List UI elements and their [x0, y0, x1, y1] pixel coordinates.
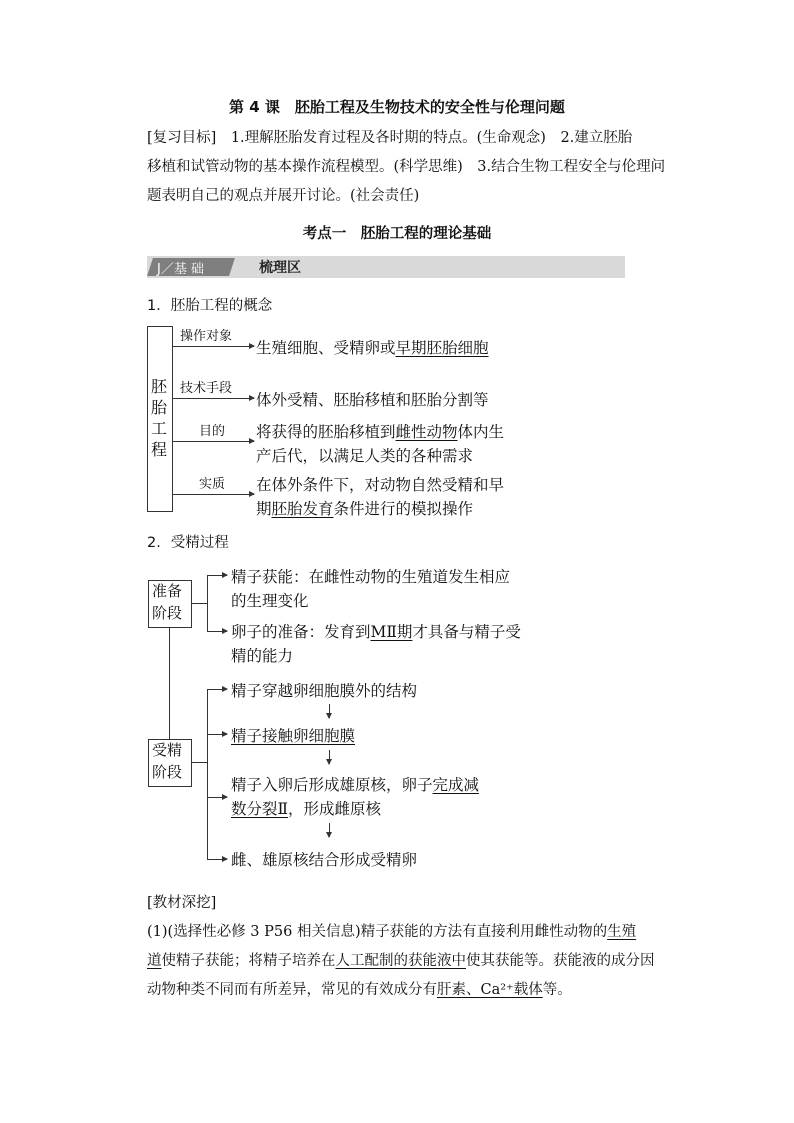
- section-title: 考点一 胚胎工程的理论基础: [302, 226, 492, 242]
- fert-branch-stem: [191, 762, 207, 763]
- concept-box-label: 胚 胎 工 程: [151, 377, 168, 459]
- step2-arrow: [207, 734, 227, 735]
- review-goals-line3: 题表明自己的观点并展开讨论。(社会责任): [147, 188, 420, 204]
- concept-heading: 1．胚胎工程的概念: [147, 298, 273, 314]
- step3-text-line2: 数分裂Ⅱ，形成雌原核: [231, 800, 382, 818]
- banner-left-label: J／基 础: [157, 262, 204, 277]
- purpose-label: 目的: [199, 424, 226, 439]
- step2-text: 精子接触卵细胞膜: [231, 727, 356, 745]
- egg-preparation-line1: 卵子的准备：发育到MⅡ期才具备与精子受: [231, 623, 521, 641]
- banner-right-label: 梳理区: [259, 260, 301, 276]
- textbook-p-line3: 动物种类不同而有所差异，常见的有效成分有肝素、Ca²⁺载体等。: [147, 982, 572, 998]
- step1-text: 精子穿越卵细胞膜外的结构: [231, 682, 418, 700]
- op-arrow: [172, 346, 254, 347]
- review-goals-line1: [复习目标] 1.理解胚胎发育过程及各时期的特点。(生命观念) 2.建立胚胎: [147, 130, 633, 146]
- egg-preparation-line2: 精的能力: [231, 647, 294, 665]
- essence-text-line1: 在体外条件下，对动物自然受精和早: [256, 476, 505, 494]
- tech-label: 技术手段: [180, 381, 233, 396]
- step3-text-line1: 精子入卵后形成雄原核，卵子完成减: [231, 776, 480, 794]
- fert-branch-bar: [207, 689, 208, 859]
- fert-label: 受精 阶段: [152, 741, 183, 781]
- purpose-text-line1: 将获得的胚胎移植到雌性动物体内生: [256, 423, 505, 441]
- review-goals-line2: 移植和试管动物的基本操作流程模型。(科学思维) 3.结合生物工程安全与伦理问: [147, 159, 666, 175]
- step1-arrow: [207, 689, 227, 690]
- textbook-heading: [教材深挖]: [147, 895, 217, 911]
- textbook-p-line1: (1)(选择性必修 3 P56 相关信息)精子获能的方法有直接利用雌性动物的生殖: [147, 924, 637, 940]
- prep-branch-stem: [191, 603, 207, 604]
- step4-arrow: [207, 859, 227, 860]
- essence-text-line2: 期胚胎发育条件进行的模拟操作: [256, 500, 474, 518]
- banner: [147, 256, 625, 278]
- essence-label: 实质: [199, 477, 226, 492]
- step1-down-arrow: [329, 704, 330, 718]
- connector-line: [169, 627, 170, 739]
- sperm-arrow: [207, 575, 227, 576]
- step3-arrow: [207, 797, 227, 798]
- tech-arrow: [172, 398, 254, 399]
- step4-text: 雌、雄原核结合形成受精卵: [231, 851, 418, 869]
- purpose-arrow: [172, 441, 254, 442]
- sperm-capacitation-line1: 精子获能：在雌性动物的生殖道发生相应: [231, 568, 511, 586]
- purpose-text-line2: 产后代，以满足人类的各种需求: [256, 447, 474, 465]
- step2-down-arrow: [329, 750, 330, 764]
- prep-branch-bar: [207, 575, 208, 632]
- prep-label: 准备 阶段: [152, 582, 183, 622]
- op-text: 生殖细胞、受精卵或早期胚胎细胞: [256, 339, 489, 357]
- egg-arrow: [207, 631, 227, 632]
- op-label: 操作对象: [180, 329, 233, 344]
- tech-text: 体外受精、胚胎移植和胚胎分割等: [256, 391, 489, 409]
- essence-arrow: [172, 494, 254, 495]
- step3-down-arrow: [329, 823, 330, 837]
- sperm-capacitation-line2: 的生理变化: [231, 592, 309, 610]
- lesson-title: 第 4 课 胚胎工程及生物技术的安全性与伦理问题: [229, 98, 565, 116]
- fertilization-heading: 2．受精过程: [147, 535, 229, 551]
- textbook-p-line2: 道使精子获能；将精子培养在人工配制的获能液中使其获能等。获能液的成分因: [147, 953, 655, 969]
